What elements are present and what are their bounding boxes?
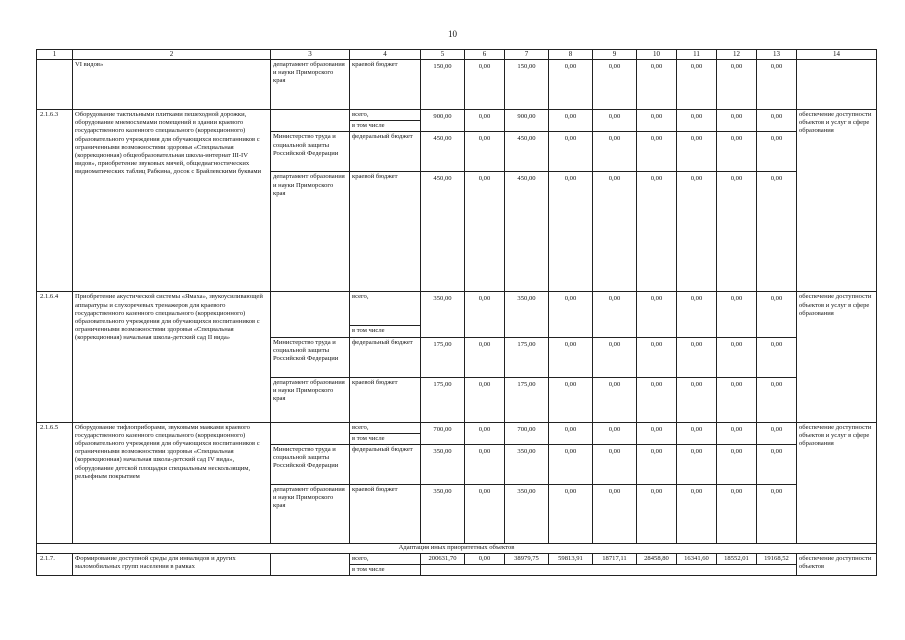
value-cell: 0,00	[717, 110, 757, 132]
value-cell: 0,00	[465, 292, 505, 337]
value-cell: 350,00	[421, 445, 465, 485]
row-source: краевой бюджет	[350, 172, 421, 292]
row-source: всего,	[350, 554, 421, 565]
value-cell: 0,00	[593, 337, 637, 377]
value-cell: 0,00	[549, 445, 593, 485]
row-source: в том числе	[350, 121, 421, 132]
row-source: в том числе	[350, 433, 421, 444]
value-cell: 0,00	[757, 337, 797, 377]
value-cell: 0,00	[593, 132, 637, 172]
value-cell: 0,00	[465, 337, 505, 377]
value-cell: 0,00	[549, 377, 593, 422]
value-cell: 0,00	[717, 377, 757, 422]
row-source: всего,	[350, 292, 421, 326]
value-cell: 0,00	[717, 485, 757, 544]
col-header: 5	[421, 50, 465, 60]
row-source: в том числе	[350, 565, 421, 576]
row-executor: департамент образования и науки Приморского края	[271, 172, 350, 292]
value-cell: 16341,60	[677, 554, 717, 565]
value-cell: 0,00	[549, 337, 593, 377]
table-row	[37, 60, 877, 110]
value-cell: 0,00	[717, 60, 757, 110]
value-cell: 0,00	[465, 485, 505, 544]
value-cell: 0,00	[757, 445, 797, 485]
row-code	[37, 60, 73, 110]
value-cell: 0,00	[717, 422, 757, 444]
value-cell: 0,00	[637, 485, 677, 544]
value-cell: 19168,52	[757, 554, 797, 565]
value-cell: 200631,70	[421, 554, 465, 565]
page-number: 10	[448, 29, 457, 39]
value-cell: 0,00	[717, 292, 757, 337]
row-description: Формирование доступной среды для инвалидов и других маломобильных групп населения в рамках	[73, 554, 271, 576]
row-description: VI видов»	[73, 60, 271, 110]
value-cell: 0,00	[593, 110, 637, 132]
row-source: всего,	[350, 422, 421, 433]
value-cell: 700,00	[421, 422, 465, 444]
value-cell: 0,00	[677, 132, 717, 172]
value-cell: 0,00	[549, 422, 593, 444]
row-source: в том числе	[350, 326, 421, 337]
col-header: 8	[549, 50, 593, 60]
value-cell: 0,00	[465, 445, 505, 485]
value-cell: 0,00	[717, 337, 757, 377]
col-header: 4	[350, 50, 421, 60]
row-description: Приобретение акустической системы «Ямаха», звукоусиливающей аппаратуры и слухоречевых тренажеров для краевого государственного казенного специального (коррекционного) образовательного учреждения для обучающихся воспитанников с ограниченными возможностями здоровья «Специальная (коррекционная) начальная школа-детский сад II вида»	[73, 292, 271, 422]
value-cell: 0,00	[549, 172, 593, 292]
value-cell: 0,00	[465, 132, 505, 172]
row-source: краевой бюджет	[350, 377, 421, 422]
row-source: всего,	[350, 110, 421, 121]
value-cell	[421, 565, 797, 576]
row-executor: департамент образования и науки Приморского края	[271, 377, 350, 422]
row-description: Оборудование тактильными плитками пешеходной дорожки, оборудование мнемосхемами помещений в здании краевого государственного казенного специального (коррекционного) образовательного учреждения для обучающихся воспитанников с ограниченными возможностями здоровья «Специальная (коррекционная) общеобразовательная школа-интернат III-IV видов», приобретение звуковых мячей, общедиагностических видиоматических таблиц Рабкина, досок с Брайлевскими буквами	[73, 110, 271, 292]
row-result: обеспечение доступности объектов и услуг в сфере образования	[797, 422, 877, 543]
value-cell: 0,00	[757, 485, 797, 544]
value-cell: 450,00	[505, 172, 549, 292]
value-cell: 0,00	[637, 422, 677, 444]
value-cell: 0,00	[717, 172, 757, 292]
row-result: обеспечение доступности объектов и услуг в сфере образования	[797, 110, 877, 292]
row-executor: Министерство труда и социальной защиты Российской Федерации	[271, 132, 350, 172]
value-cell: 900,00	[421, 110, 465, 132]
value-cell: 0,00	[465, 110, 505, 132]
table-row	[37, 422, 877, 433]
col-header: 13	[757, 50, 797, 60]
col-header: 6	[465, 50, 505, 60]
value-cell: 0,00	[637, 60, 677, 110]
value-cell: 350,00	[421, 292, 465, 337]
col-header: 3	[271, 50, 350, 60]
value-cell: 0,00	[757, 110, 797, 132]
section-row	[37, 544, 877, 554]
value-cell: 0,00	[677, 172, 717, 292]
value-cell: 150,00	[421, 60, 465, 110]
value-cell: 0,00	[637, 377, 677, 422]
row-executor	[271, 110, 350, 132]
row-result	[797, 60, 877, 110]
row-result: обеспечение доступности объектов	[797, 554, 877, 576]
row-executor: департамент образования и науки Приморского края	[271, 485, 350, 544]
value-cell: 450,00	[505, 132, 549, 172]
value-cell: 0,00	[593, 377, 637, 422]
value-cell: 0,00	[677, 337, 717, 377]
value-cell: 0,00	[717, 132, 757, 172]
value-cell: 0,00	[757, 60, 797, 110]
value-cell: 0,00	[677, 422, 717, 444]
value-cell: 350,00	[505, 485, 549, 544]
value-cell: 0,00	[637, 132, 677, 172]
col-header: 2	[73, 50, 271, 60]
value-cell: 0,00	[677, 60, 717, 110]
value-cell: 0,00	[593, 485, 637, 544]
value-cell: 0,00	[757, 172, 797, 292]
value-cell: 0,00	[637, 292, 677, 337]
table-row	[37, 554, 877, 565]
value-cell: 0,00	[757, 422, 797, 444]
value-cell: 18717,11	[593, 554, 637, 565]
row-result: обеспечение доступности объектов и услуг в сфере образования	[797, 292, 877, 422]
col-header: 14	[797, 50, 877, 60]
row-code: 2.1.7.	[37, 554, 73, 576]
row-source: федеральный бюджет	[350, 132, 421, 172]
value-cell: 0,00	[549, 110, 593, 132]
program-table	[36, 49, 877, 576]
value-cell: 0,00	[465, 172, 505, 292]
value-cell: 175,00	[505, 377, 549, 422]
value-cell: 0,00	[549, 292, 593, 337]
row-executor	[271, 292, 350, 337]
value-cell: 0,00	[465, 60, 505, 110]
value-cell: 59813,91	[549, 554, 593, 565]
value-cell: 0,00	[757, 132, 797, 172]
value-cell: 0,00	[465, 422, 505, 444]
value-cell: 18552,01	[717, 554, 757, 565]
col-header: 7	[505, 50, 549, 60]
value-cell: 350,00	[505, 292, 549, 337]
value-cell: 0,00	[717, 445, 757, 485]
row-code: 2.1.6.5	[37, 422, 73, 543]
value-cell: 0,00	[677, 485, 717, 544]
row-source: федеральный бюджет	[350, 337, 421, 377]
row-source: федеральный бюджет	[350, 445, 421, 485]
value-cell: 0,00	[465, 554, 505, 565]
value-cell: 450,00	[421, 132, 465, 172]
value-cell: 0,00	[549, 132, 593, 172]
row-executor: Министерство труда и социальной защиты Российской Федерации	[271, 337, 350, 377]
value-cell: 0,00	[593, 172, 637, 292]
value-cell: 0,00	[549, 485, 593, 544]
value-cell: 0,00	[465, 377, 505, 422]
table-row	[37, 110, 877, 121]
row-code: 2.1.6.4	[37, 292, 73, 422]
value-cell: 0,00	[637, 337, 677, 377]
value-cell: 0,00	[677, 292, 717, 337]
value-cell: 0,00	[593, 422, 637, 444]
col-header: 12	[717, 50, 757, 60]
value-cell: 350,00	[421, 485, 465, 544]
value-cell: 0,00	[637, 445, 677, 485]
value-cell: 0,00	[677, 377, 717, 422]
row-executor: департамент образования и науки Приморского края	[271, 60, 350, 110]
value-cell: 38979,75	[505, 554, 549, 565]
row-source: краевой бюджет	[350, 485, 421, 544]
value-cell: 0,00	[677, 110, 717, 132]
value-cell: 28458,80	[637, 554, 677, 565]
value-cell: 0,00	[757, 292, 797, 337]
row-description: Оборудование тифлоприборами, звуковыми маяками краевого государственного казенного специального (коррекционного) образовательного учреждения для обучающихся воспитанников с ограниченными возможностями здоровья «Специальная (коррекционная) начальная школа-детский сад IV вида», оборудование детской площадки специальным нескользящим, рельефным покрытием	[73, 422, 271, 543]
value-cell: 0,00	[593, 60, 637, 110]
table-row	[37, 292, 877, 326]
row-executor: Министерство труда и социальной защиты Российской Федерации	[271, 445, 350, 485]
value-cell: 0,00	[677, 445, 717, 485]
row-executor	[271, 554, 350, 576]
value-cell: 175,00	[505, 337, 549, 377]
col-header: 9	[593, 50, 637, 60]
value-cell: 175,00	[421, 377, 465, 422]
value-cell: 0,00	[593, 292, 637, 337]
value-cell: 350,00	[505, 445, 549, 485]
value-cell: 900,00	[505, 110, 549, 132]
value-cell: 150,00	[505, 60, 549, 110]
row-source: краевой бюджет	[350, 60, 421, 110]
col-header: 11	[677, 50, 717, 60]
value-cell: 0,00	[637, 110, 677, 132]
row-executor	[271, 422, 350, 444]
value-cell: 0,00	[757, 377, 797, 422]
col-header: 1	[37, 50, 73, 60]
header-row	[37, 50, 877, 60]
value-cell: 0,00	[637, 172, 677, 292]
value-cell: 0,00	[593, 445, 637, 485]
section-title: Адаптация иных приоритетных объектов	[37, 544, 877, 554]
value-cell: 450,00	[421, 172, 465, 292]
value-cell: 0,00	[549, 60, 593, 110]
col-header: 10	[637, 50, 677, 60]
row-code: 2.1.6.3	[37, 110, 73, 292]
value-cell: 700,00	[505, 422, 549, 444]
value-cell: 175,00	[421, 337, 465, 377]
